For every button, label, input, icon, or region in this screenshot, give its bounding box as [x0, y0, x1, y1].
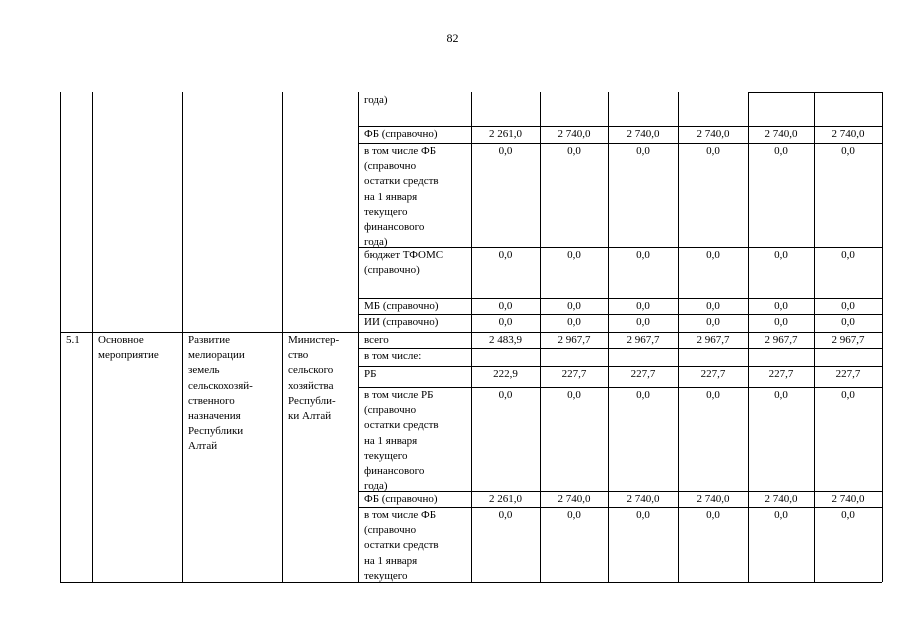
- table-bottom-border: [60, 582, 882, 583]
- row-value: 0,0: [841, 300, 855, 312]
- row-value: 0,0: [706, 509, 720, 521]
- row-value: 2 740,0: [696, 493, 730, 505]
- row-label: года): [364, 94, 388, 106]
- row-value: 2 740,0: [696, 128, 730, 140]
- row-value: 2 967,7: [696, 334, 730, 346]
- row-value: 0,0: [774, 145, 788, 157]
- row-value: 0,0: [841, 249, 855, 261]
- row-value: 0,0: [841, 316, 855, 328]
- row-value: 227,7: [768, 368, 794, 380]
- row-value: 227,7: [700, 368, 726, 380]
- row-value: 0,0: [774, 509, 788, 521]
- measure-type: Основное мероприятие: [98, 334, 159, 362]
- row-value: 2 740,0: [557, 493, 591, 505]
- row-value: 0,0: [774, 249, 788, 261]
- row-label: в том числе РБ (справочно остатки средств на 1 января текущего финансового года): [364, 389, 439, 493]
- row-value: 222,9: [493, 368, 518, 380]
- row-value: 0,0: [567, 509, 581, 521]
- row-value: 2 740,0: [831, 493, 865, 505]
- row-value: 2 967,7: [831, 334, 865, 346]
- row-label: бюджет ТФОМС (справочно): [364, 249, 444, 277]
- row-value: 0,0: [567, 300, 581, 312]
- row-value: 2 740,0: [626, 493, 660, 505]
- row-divider: [358, 348, 882, 349]
- page-number: 82: [446, 31, 459, 45]
- row-label: в том числе:: [364, 350, 422, 362]
- row-value: 227,7: [630, 368, 656, 380]
- row-value: 0,0: [636, 145, 650, 157]
- row-value: 0,0: [706, 145, 720, 157]
- row-label: всего: [364, 334, 389, 346]
- row-value: 0,0: [498, 389, 513, 401]
- row-value: 0,0: [841, 389, 855, 401]
- row-value: 0,0: [706, 316, 720, 328]
- row-value: 0,0: [498, 249, 513, 261]
- row-value: 0,0: [567, 145, 581, 157]
- measure-name: Развитие мелиорации земель сельскохозяй- ственного назначения Республики Алтай: [188, 334, 253, 453]
- row-value: 0,0: [636, 249, 650, 261]
- row-value: 2 740,0: [626, 128, 660, 140]
- row-value: 0,0: [498, 316, 513, 328]
- row-value: 2 261,0: [489, 128, 522, 140]
- row-value: 0,0: [636, 316, 650, 328]
- row-value: 0,0: [498, 145, 513, 157]
- column-divider: [358, 92, 359, 582]
- row-value: 0,0: [774, 316, 788, 328]
- row-value: 0,0: [706, 300, 720, 312]
- row-value: 2 967,7: [557, 334, 591, 346]
- row-value: 0,0: [636, 389, 650, 401]
- measure-number: 5.1: [66, 334, 80, 346]
- row-value: 0,0: [774, 300, 788, 312]
- row-value: 0,0: [841, 145, 855, 157]
- row-label: ФБ (справочно): [364, 128, 438, 140]
- row-value: 2 740,0: [831, 128, 865, 140]
- row-value: 0,0: [498, 300, 513, 312]
- measure-executor: Министер- ство сельского хозяйства Республи- ки Алтай: [288, 334, 340, 423]
- row-label: в том числе ФБ (справочно остатки средств на 1 января текущего: [364, 509, 439, 582]
- row-value: 2 261,0: [489, 493, 522, 505]
- row-value: 2 967,7: [764, 334, 798, 346]
- row-value: 2 740,0: [764, 128, 798, 140]
- row-value: 2 740,0: [764, 493, 798, 505]
- column-divider: [182, 92, 183, 582]
- column-divider: [92, 92, 93, 582]
- row-label: в том числе ФБ (справочно остатки средств на 1 января текущего финансового года): [364, 145, 439, 249]
- row-value: 0,0: [636, 300, 650, 312]
- row-value: 0,0: [706, 389, 720, 401]
- column-divider: [60, 92, 61, 582]
- row-label: ИИ (справочно): [364, 316, 439, 328]
- row-label: РБ: [364, 368, 377, 380]
- row-value: 2 740,0: [557, 128, 591, 140]
- row-value: 0,0: [706, 249, 720, 261]
- column-divider: [282, 92, 283, 582]
- row-value: 0,0: [774, 389, 788, 401]
- row-label: ФБ (справочно): [364, 493, 438, 505]
- row-value: 0,0: [567, 249, 581, 261]
- row-value: 0,0: [567, 316, 581, 328]
- column-divider: [882, 92, 883, 582]
- row-value: 0,0: [636, 509, 650, 521]
- row-value: 227,7: [561, 368, 587, 380]
- row-value: 0,0: [498, 509, 513, 521]
- row-value: 0,0: [567, 389, 581, 401]
- row-value: 2 967,7: [626, 334, 660, 346]
- table-top-segment: [748, 92, 882, 93]
- row-label: МБ (справочно): [364, 300, 439, 312]
- row-value: 2 483,9: [489, 334, 522, 346]
- row-value: 227,7: [835, 368, 861, 380]
- row-value: 0,0: [841, 509, 855, 521]
